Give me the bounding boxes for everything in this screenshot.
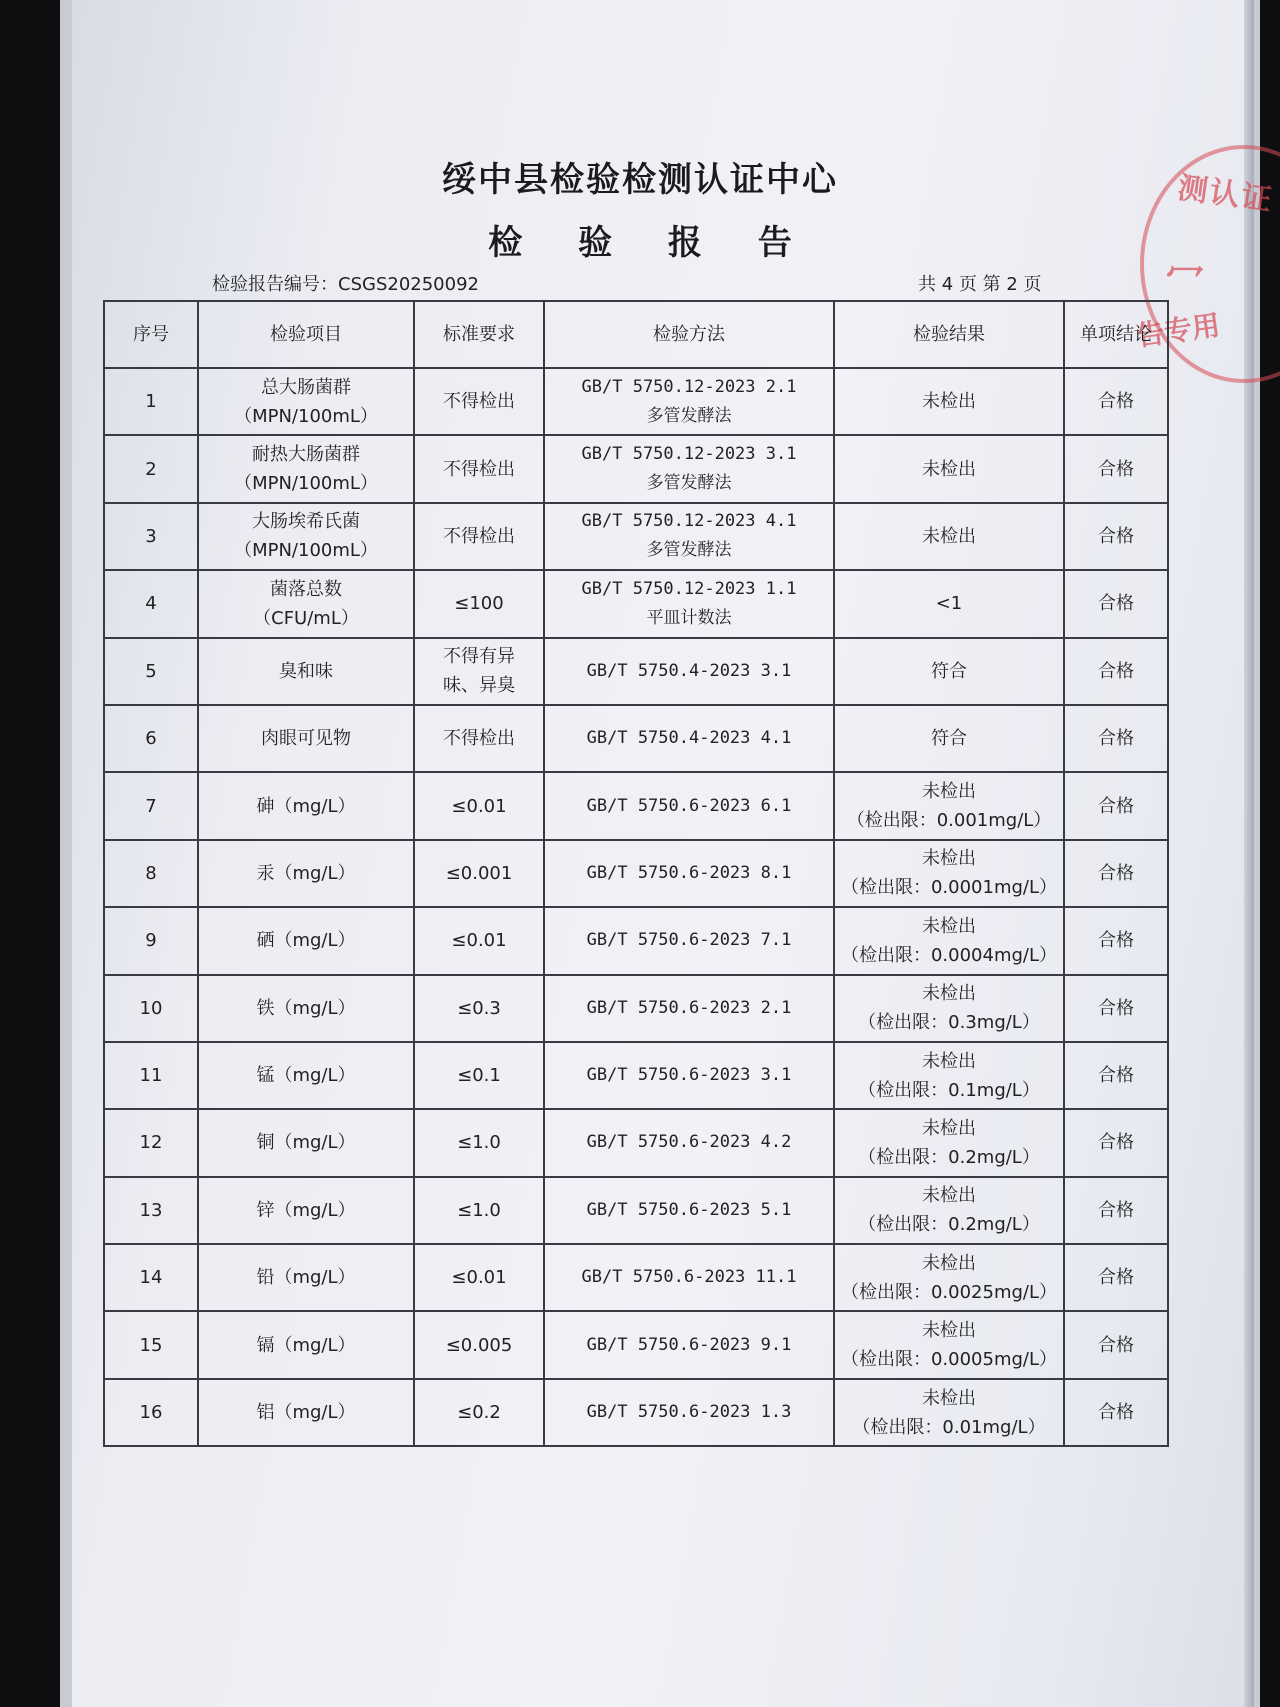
cell-no-line-1: 10 [139, 997, 163, 1019]
table-row [104, 1042, 1168, 1109]
cell-conclusion-line-1: 合格 [1098, 862, 1134, 884]
cell-conclusion [1064, 1311, 1168, 1378]
cell-standard [414, 368, 544, 435]
cell-no-line-1: 12 [139, 1132, 163, 1154]
cell-item-line-1: 铜（mg/L） [256, 1132, 356, 1154]
cell-result-line-1: 符合 [931, 660, 967, 682]
table-row [104, 368, 1168, 435]
cell-standard-line-1: ≤0.01 [451, 930, 507, 952]
cell-conclusion [1064, 975, 1168, 1042]
cell-conclusion-line-1: 合格 [1098, 593, 1134, 615]
cell-standard [414, 840, 544, 907]
cell-method-line-1: GB/T 5750.12-2023 4.1 [581, 511, 797, 532]
table-row [104, 907, 1168, 974]
cell-item-line-1: 菌落总数 [270, 578, 342, 600]
cell-item [198, 840, 414, 907]
cell-conclusion [1064, 435, 1168, 502]
cell-no [104, 435, 198, 502]
cell-conclusion [1064, 368, 1168, 435]
cell-item [198, 1379, 414, 1446]
col-header-item: 检验项目 [198, 301, 414, 368]
cell-conclusion-line-1: 合格 [1098, 391, 1134, 413]
cell-method [544, 840, 834, 907]
cell-method-line-1: GB/T 5750.4-2023 3.1 [586, 660, 792, 681]
cell-method-line-1: GB/T 5750.6-2023 6.1 [586, 795, 792, 816]
cell-item-line-1: 铝（mg/L） [256, 1402, 356, 1424]
cell-result [834, 907, 1064, 974]
cell-conclusion-line-1: 合格 [1098, 1267, 1134, 1289]
cell-result [834, 975, 1064, 1042]
cell-conclusion-line-1: 合格 [1098, 728, 1134, 750]
table-row [104, 1379, 1168, 1446]
table-row [104, 772, 1168, 839]
cell-result-line-2: （检出限：0.0025mg/L） [840, 1281, 1058, 1303]
table-row [104, 638, 1168, 705]
cell-standard [414, 638, 544, 705]
cell-item [198, 570, 414, 637]
cell-no [104, 705, 198, 772]
cell-item-line-1: 臭和味 [279, 660, 333, 682]
cell-standard-line-1: ≤0.01 [451, 795, 507, 817]
cell-method [544, 368, 834, 435]
cell-method [544, 1177, 834, 1244]
table-header-row [104, 301, 1168, 368]
cell-method [544, 705, 834, 772]
seal-text-2: 告专用 [1134, 308, 1223, 353]
cell-method [544, 1109, 834, 1176]
cell-result [834, 638, 1064, 705]
cell-item-line-1: 锌（mg/L） [256, 1199, 356, 1221]
cell-conclusion-line-1: 合格 [1098, 930, 1134, 952]
cell-item [198, 503, 414, 570]
cell-result-line-2: （检出限：0.0005mg/L） [840, 1349, 1058, 1371]
cell-conclusion [1064, 840, 1168, 907]
cell-standard [414, 705, 544, 772]
cell-item [198, 1244, 414, 1311]
cell-conclusion [1064, 1109, 1168, 1176]
seal-mark: 冖 [1166, 254, 1205, 298]
cell-conclusion [1064, 1244, 1168, 1311]
cell-item [198, 705, 414, 772]
cell-result-line-1: 未检出 [922, 1185, 976, 1207]
cell-result-line-1: 符合 [931, 728, 967, 750]
cell-method-line-1: GB/T 5750.6-2023 9.1 [586, 1334, 792, 1355]
cell-result-line-2: （检出限：0.0004mg/L） [840, 944, 1058, 966]
cell-result-line-2: （检出限：0.0001mg/L） [840, 877, 1058, 899]
cell-conclusion [1064, 1042, 1168, 1109]
seal-text: 测认证 [1175, 170, 1276, 219]
cell-standard [414, 1177, 544, 1244]
cell-result [834, 1244, 1064, 1311]
cell-result [834, 435, 1064, 502]
cell-conclusion-line-1: 合格 [1098, 525, 1134, 547]
cell-item-line-2: （MPN/100mL） [234, 473, 378, 495]
cell-no [104, 638, 198, 705]
cell-no [104, 1244, 198, 1311]
cell-method-line-1: GB/T 5750.6-2023 11.1 [581, 1267, 797, 1288]
cell-item-line-1: 镉（mg/L） [256, 1334, 356, 1356]
cell-result-line-1: 未检出 [922, 983, 976, 1005]
cell-result-line-2: （检出限：0.1mg/L） [858, 1079, 1040, 1101]
cell-item [198, 1042, 414, 1109]
cell-standard [414, 435, 544, 502]
cell-standard-line-1: ≤0.001 [445, 862, 513, 884]
cell-result [834, 368, 1064, 435]
inspection-table [103, 300, 1169, 1447]
cell-no [104, 975, 198, 1042]
cell-conclusion-line-1: 合格 [1098, 1402, 1134, 1424]
cell-item [198, 1311, 414, 1378]
cell-result-line-1: 未检出 [922, 781, 976, 803]
col-header-no: 序号 [104, 301, 198, 368]
cell-conclusion [1064, 705, 1168, 772]
cell-conclusion-line-1: 合格 [1098, 1132, 1134, 1154]
cell-conclusion [1064, 503, 1168, 570]
cell-result-line-1: 未检出 [922, 1252, 976, 1274]
cell-standard [414, 1379, 544, 1446]
cell-result-line-1: 未检出 [922, 1050, 976, 1072]
cell-method-line-1: GB/T 5750.12-2023 2.1 [581, 376, 797, 397]
table-row [104, 705, 1168, 772]
cell-standard [414, 570, 544, 637]
org-name: 绥中县检验检测认证中心 [442, 160, 838, 200]
cell-item-line-1: 肉眼可见物 [261, 728, 351, 750]
cell-no-line-1: 5 [145, 660, 157, 682]
page-indicator: 共 4 页 第 2 页 [918, 274, 1042, 295]
cell-standard-line-1: ≤100 [454, 593, 504, 615]
table-row [104, 435, 1168, 502]
cell-item-line-1: 硒（mg/L） [256, 930, 356, 952]
cell-result-line-1: 未检出 [922, 848, 976, 870]
cell-method [544, 1042, 834, 1109]
cell-method [544, 570, 834, 637]
cell-no-line-1: 6 [145, 728, 157, 750]
cell-method-line-1: GB/T 5750.6-2023 1.3 [586, 1402, 792, 1423]
cell-method-line-1: GB/T 5750.6-2023 5.1 [586, 1199, 792, 1220]
cell-result-line-1: 未检出 [922, 1117, 976, 1139]
cell-no [104, 1042, 198, 1109]
cell-item-line-1: 耐热大肠菌群 [252, 444, 360, 466]
cell-standard [414, 1109, 544, 1176]
table-row [104, 570, 1168, 637]
cell-standard [414, 772, 544, 839]
col-header-standard: 标准要求 [414, 301, 544, 368]
table-row [104, 840, 1168, 907]
cell-result [834, 1177, 1064, 1244]
cell-method-line-1: GB/T 5750.4-2023 4.1 [586, 728, 792, 749]
cell-standard-line-1: 不得检出 [443, 525, 515, 547]
cell-result-line-2: （检出限：0.3mg/L） [858, 1012, 1040, 1034]
cell-no [104, 1109, 198, 1176]
cell-no [104, 1311, 198, 1378]
cell-standard-line-1: 不得检出 [443, 728, 515, 750]
cell-no-line-1: 2 [145, 458, 157, 480]
cell-standard [414, 1042, 544, 1109]
cell-no [104, 1379, 198, 1446]
cell-result [834, 840, 1064, 907]
cell-standard [414, 975, 544, 1042]
cell-result-line-1: <1 [935, 593, 963, 615]
cell-item [198, 975, 414, 1042]
cell-no-line-1: 13 [139, 1199, 163, 1221]
cell-item [198, 1109, 414, 1176]
cell-item [198, 772, 414, 839]
cell-standard [414, 1311, 544, 1378]
cell-item [198, 368, 414, 435]
cell-no [104, 1177, 198, 1244]
cell-result-line-2: （检出限：0.001mg/L） [846, 810, 1052, 832]
cell-no-line-1: 16 [139, 1402, 163, 1424]
cell-no-line-1: 14 [139, 1267, 163, 1289]
cell-no-line-1: 15 [139, 1334, 163, 1356]
cell-conclusion [1064, 570, 1168, 637]
cell-no [104, 907, 198, 974]
cell-standard-line-1: ≤0.2 [457, 1402, 501, 1424]
cell-conclusion-line-1: 合格 [1098, 795, 1134, 817]
cell-no [104, 772, 198, 839]
cell-item-line-2: （MPN/100mL） [234, 540, 378, 562]
cell-standard-line-1: 不得有异 [443, 646, 515, 668]
cell-standard-line-2: 味、异臭 [443, 675, 515, 697]
cell-result-line-1: 未检出 [922, 391, 976, 413]
cell-standard [414, 1244, 544, 1311]
doc-title: 检 验 报 告 [488, 223, 814, 263]
cell-conclusion [1064, 1177, 1168, 1244]
cell-standard-line-1: ≤0.1 [457, 1065, 501, 1087]
cell-method-line-1: GB/T 5750.6-2023 2.1 [586, 997, 792, 1018]
col-header-method: 检验方法 [544, 301, 834, 368]
cell-conclusion-line-1: 合格 [1098, 1065, 1134, 1087]
cell-result-line-1: 未检出 [922, 1387, 976, 1409]
cell-method [544, 907, 834, 974]
cell-standard-line-1: ≤1.0 [457, 1132, 501, 1154]
cell-method-line-2: 多管发酵法 [646, 540, 732, 561]
cell-result [834, 772, 1064, 839]
cell-no [104, 840, 198, 907]
col-header-result: 检验结果 [834, 301, 1064, 368]
cell-no [104, 368, 198, 435]
table-row [104, 1311, 1168, 1378]
col-header-conclusion: 单项结论 [1064, 301, 1168, 368]
table-row [104, 1244, 1168, 1311]
cell-no-line-1: 11 [139, 1065, 163, 1087]
cell-no-line-1: 8 [145, 862, 157, 884]
cell-method [544, 435, 834, 502]
cell-method [544, 1244, 834, 1311]
cell-method [544, 1311, 834, 1378]
cell-result [834, 1042, 1064, 1109]
cell-item [198, 638, 414, 705]
cell-item [198, 907, 414, 974]
cell-result [834, 503, 1064, 570]
cell-result [834, 705, 1064, 772]
cell-item-line-1: 大肠埃希氏菌 [252, 511, 360, 533]
cell-item [198, 1177, 414, 1244]
cell-method-line-1: GB/T 5750.6-2023 8.1 [586, 862, 792, 883]
cell-item-line-2: （CFU/mL） [253, 607, 359, 629]
cell-method-line-1: GB/T 5750.6-2023 4.2 [586, 1132, 792, 1153]
table-row [104, 975, 1168, 1042]
cell-standard [414, 503, 544, 570]
cell-no [104, 570, 198, 637]
cell-item-line-1: 锰（mg/L） [256, 1065, 356, 1087]
cell-conclusion-line-1: 合格 [1098, 997, 1134, 1019]
cell-method-line-1: GB/T 5750.12-2023 3.1 [581, 444, 797, 465]
cell-no-line-1: 4 [145, 593, 157, 615]
cell-result-line-2: （检出限：0.2mg/L） [858, 1146, 1040, 1168]
cell-no-line-1: 9 [145, 930, 157, 952]
cell-item [198, 435, 414, 502]
cell-method [544, 503, 834, 570]
cell-no-line-1: 1 [145, 391, 157, 413]
cell-result [834, 570, 1064, 637]
cell-method [544, 1379, 834, 1446]
cell-method-line-1: GB/T 5750.6-2023 3.1 [586, 1065, 792, 1086]
cell-item-line-1: 砷（mg/L） [256, 795, 356, 817]
cell-conclusion-line-1: 合格 [1098, 1199, 1134, 1221]
cell-result [834, 1379, 1064, 1446]
cell-no-line-1: 7 [145, 795, 157, 817]
cell-method-line-2: 平皿计数法 [646, 607, 732, 628]
cell-result-line-1: 未检出 [922, 458, 976, 480]
table-row [104, 503, 1168, 570]
cell-method-line-2: 多管发酵法 [646, 405, 732, 426]
table-row [104, 1109, 1168, 1176]
table-row [104, 1177, 1168, 1244]
cell-standard-line-1: 不得检出 [443, 391, 515, 413]
cell-conclusion [1064, 772, 1168, 839]
cell-method [544, 638, 834, 705]
cell-result-line-2: （检出限：0.01mg/L） [852, 1416, 1046, 1438]
cell-conclusion-line-1: 合格 [1098, 458, 1134, 480]
cell-standard-line-1: ≤0.3 [457, 997, 501, 1019]
cell-result [834, 1311, 1064, 1378]
cell-conclusion [1064, 1379, 1168, 1446]
cell-no [104, 503, 198, 570]
cell-standard-line-1: 不得检出 [443, 458, 515, 480]
cell-item-line-1: 铁（mg/L） [256, 997, 356, 1019]
cell-standard-line-1: ≤0.01 [451, 1267, 507, 1289]
cell-method [544, 975, 834, 1042]
cell-conclusion-line-1: 合格 [1098, 1334, 1134, 1356]
cell-method-line-1: GB/T 5750.6-2023 7.1 [586, 930, 792, 951]
cell-method [544, 772, 834, 839]
cell-item-line-1: 总大肠菌群 [261, 376, 351, 398]
cell-item-line-1: 汞（mg/L） [256, 862, 356, 884]
cell-standard [414, 907, 544, 974]
cell-item-line-2: （MPN/100mL） [234, 405, 378, 427]
cell-result-line-1: 未检出 [922, 525, 976, 547]
cell-no-line-1: 3 [145, 525, 157, 547]
cell-item-line-1: 铅（mg/L） [256, 1267, 356, 1289]
cell-standard-line-1: ≤0.005 [445, 1334, 513, 1356]
cell-result-line-2: （检出限：0.2mg/L） [858, 1214, 1040, 1236]
report-number: 检验报告编号：CSGS20250092 [212, 274, 479, 295]
cell-method-line-2: 多管发酵法 [646, 473, 732, 494]
cell-conclusion [1064, 638, 1168, 705]
cell-method-line-1: GB/T 5750.12-2023 1.1 [581, 578, 797, 599]
cell-conclusion-line-1: 合格 [1098, 660, 1134, 682]
cell-standard-line-1: ≤1.0 [457, 1199, 501, 1221]
cell-result-line-1: 未检出 [922, 1320, 976, 1342]
cell-result-line-1: 未检出 [922, 915, 976, 937]
cell-conclusion [1064, 907, 1168, 974]
cell-result [834, 1109, 1064, 1176]
